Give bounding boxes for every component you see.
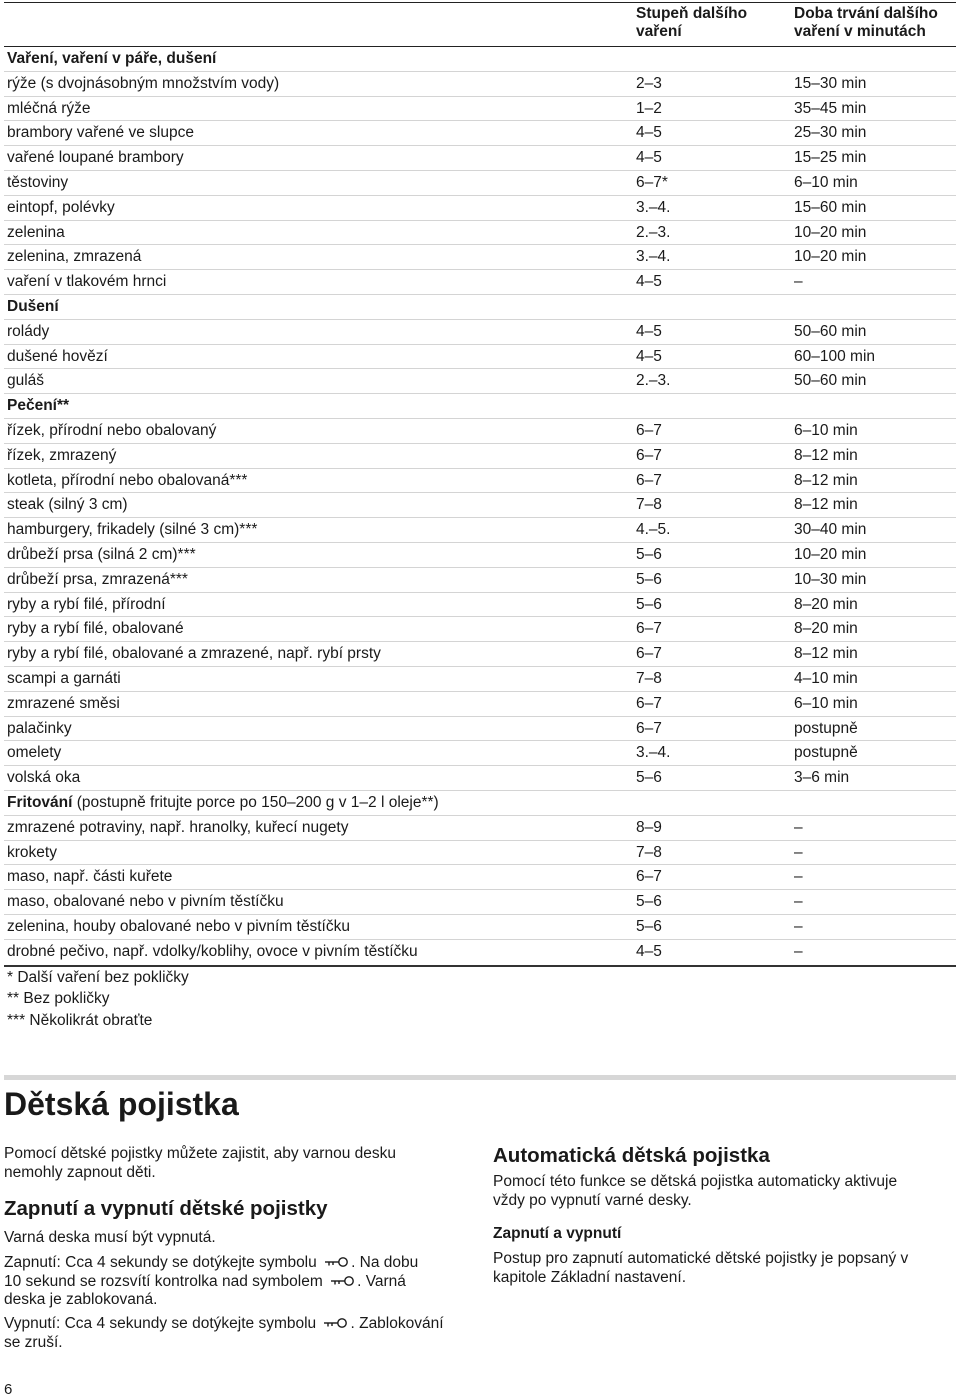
- table-row: rýže (s dvojnásobným množstvím vody) 2–3 15–30 min: [0, 72, 960, 97]
- table-row: vaření v tlakovém hrnci 4–5 –: [0, 270, 960, 295]
- section-frying-note: (postupně fritujte porce po 150–200 g v 1–2 l oleje**): [72, 794, 439, 811]
- onoff-requirement: Varná deska musí být vypnutá.: [4, 1229, 216, 1246]
- table-row: vařené loupané brambory 4–5 15–25 min: [0, 146, 960, 171]
- table-row: zmrazené směsi 6–7 6–10 min: [0, 692, 960, 717]
- footnote-2: ** Bez pokličky: [7, 990, 110, 1007]
- table-row: kotleta, přírodní nebo obalovaná*** 6–7 8–12 min: [0, 469, 960, 494]
- table-row: drobné pečivo, např. vdolky/koblihy, ovoce v pivním těstíčku 4–5 –: [7, 942, 803, 960]
- section-cooking: Vaření, vaření v páře, dušení: [0, 47, 960, 72]
- table-row: eintopf, polévky 3.–4. 15–60 min: [0, 196, 960, 221]
- table-row: ryby a rybí filé, obalované 6–7 8–20 min: [0, 617, 960, 642]
- section-frying: [0, 791, 960, 816]
- table-row: maso, obalované nebo v pivním těstíčku 5–6 –: [0, 890, 960, 915]
- table-row: mléčná rýže 1–2 35–45 min: [0, 97, 960, 122]
- table-row: rolády 4–5 50–60 min: [0, 320, 960, 345]
- table-row: ryby a rybí filé, přírodní 5–6 8–20 min: [0, 593, 960, 618]
- header-time: Doba trvání dalšího vaření v minutách: [794, 5, 938, 40]
- section-stewing: Dušení: [0, 295, 960, 320]
- table-row: ryby a rybí filé, obalované a zmrazené, např. rybí prsty 6–7 8–12 min: [0, 642, 960, 667]
- section-baking: Pečení**: [0, 394, 960, 419]
- section-divider-bar: [4, 1075, 956, 1080]
- page-title: Dětská pojistka: [4, 1086, 239, 1122]
- table-row: palačinky 6–7 postupně: [0, 717, 960, 742]
- table-top-rule: [4, 2, 956, 3]
- footnote-1: * Další vaření bez pokličky: [7, 969, 189, 986]
- table-row: volská oka 5–6 3–6 min: [0, 766, 960, 791]
- header-level: Stupeň dalšího vaření: [636, 5, 748, 40]
- key-icon: [323, 1256, 349, 1268]
- auto-heading: Automatická dětská pojistka: [493, 1144, 770, 1167]
- table-row: scampi a garnáti 7–8 4–10 min: [0, 667, 960, 692]
- auto-subheading: Zapnutí a vypnutí: [493, 1225, 622, 1242]
- enable-instructions: Zapnutí: Cca 4 sekundy se dotýkejte symbolu . Na dobu 10 sekund se rozsvítí kontrolka nad symbolem . Varná deska je zablokovaná.: [4, 1254, 419, 1308]
- table-row: dušené hovězí 4–5 60–100 min: [0, 345, 960, 370]
- table-row: těstoviny 6–7* 6–10 min: [0, 171, 960, 196]
- table-row: zelenina 2.–3. 10–20 min: [0, 221, 960, 246]
- table-row: maso, např. části kuřete 6–7 –: [0, 865, 960, 890]
- table-row: drůbeží prsa (silná 2 cm)*** 5–6 10–20 min: [0, 543, 960, 568]
- table-row: krokety 7–8 –: [0, 841, 960, 866]
- section-frying-title: Fritování: [7, 794, 73, 811]
- table-row: steak (silný 3 cm) 7–8 8–12 min: [0, 493, 960, 518]
- table-row: řízek, přírodní nebo obalovaný 6–7 6–10 min: [0, 419, 960, 444]
- table-row: zelenina, houby obalované nebo v pivním těstíčku 5–6 –: [0, 915, 960, 940]
- table-row: omelety 3.–4. postupně: [0, 741, 960, 766]
- table-row: hamburgery, frikadely (silné 3 cm)*** 4.–5. 30–40 min: [0, 518, 960, 543]
- disable-instructions: Vypnutí: Cca 4 sekundy se dotýkejte symbolu . Zablokování se zruší.: [4, 1315, 444, 1351]
- table-row: zmrazené potraviny, např. hranolky, kuřecí nugety 8–9 –: [0, 816, 960, 841]
- table-row: guláš 2.–3. 50–60 min: [0, 369, 960, 394]
- page-number: 6: [4, 1381, 13, 1398]
- footnote-3: *** Několikrát obraťte: [7, 1012, 153, 1029]
- key-icon: [322, 1317, 348, 1329]
- onoff-heading: Zapnutí a vypnutí dětské pojistky: [4, 1197, 328, 1220]
- table-row: drůbeží prsa, zmrazená*** 5–6 10–30 min: [0, 568, 960, 593]
- table-row: brambory vařené ve slupce 4–5 25–30 min: [0, 121, 960, 146]
- auto-sub-text: Postup pro zapnutí automatické dětské pojistky je popsaný v kapitole Základní nastavení.: [493, 1250, 909, 1286]
- table-row: zelenina, zmrazená 3.–4. 10–20 min: [0, 245, 960, 270]
- table-row: řízek, zmrazený 6–7 8–12 min: [0, 444, 960, 469]
- auto-text: Pomocí této funkce se dětská pojistka automaticky aktivuje vždy po vypnutí varné desky.: [493, 1173, 898, 1209]
- intro-text: Pomocí dětské pojistky můžete zajistit, aby varnou desku nemohly zapnout děti.: [4, 1145, 396, 1181]
- key-icon: [329, 1275, 355, 1287]
